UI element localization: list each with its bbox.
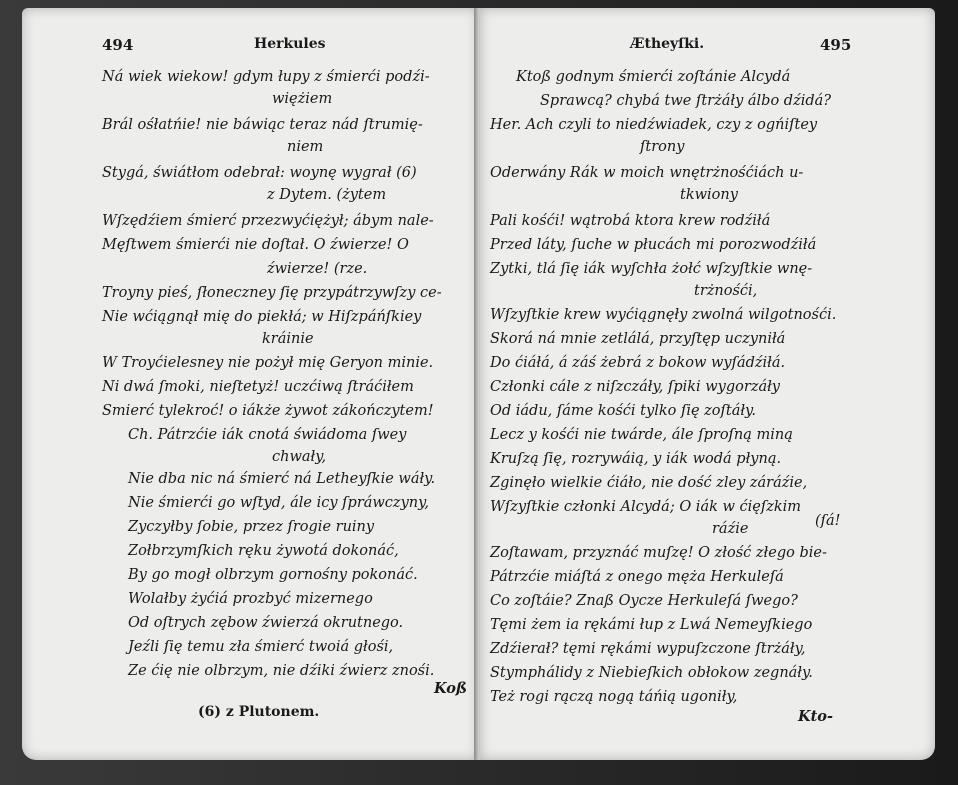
text-line: Wolałby żyćiá prozbyć mizernego [128,591,373,607]
text-line: tkwiony [680,187,738,203]
text-line: Co zoſtáie? Znaß Oycze Herkuleſá ſwego? [490,593,798,609]
catchword: Kto- [798,708,833,725]
text-line: Wſzyſtkie krew wyćiągnęły zwolná wilgotnośći. [490,307,837,323]
text-line: Pali kośći! wątrobá ktora krew rodźiłá [490,213,771,229]
text-line: Męſtwem śmierći nie doſtał. O źwierze! O [102,237,409,253]
text-line: Zytki, tlá ſię iák wyſchła żołć wſzyſtkie wnę- [490,261,813,277]
text-line: Wſzędźiem śmierć przezwyćiężył; ábym nale- [102,213,434,229]
text-line: Kruſzą ſię, rozrywáią, y iák wodá płyną. [490,451,782,467]
text-line: Zyczyłby ſobie, przez ſrogie ruiny [128,519,375,535]
text-line: Przed láty, ſuche w płucách mi porozwodźiłá [490,237,817,253]
text-line: Her. Ach czyli to niedźwiadek, czy z ogńiſtey [490,117,818,133]
text-line: Troyny pieś, ſłoneczney ſię przypátrzywſzy ce- [102,285,442,301]
text-line: Członki cále z niſzczáły, ſpiki wygorzáły [490,379,780,395]
left-page [22,8,478,760]
text-line: Zginęło wielkie ćiáło, nie dość zley záráźie, [490,475,808,491]
text-line: Sprawcą? chybá twe ſtrżáły álbo dźidá? [540,93,832,109]
footnote: (6) z Plutonem. [198,704,320,720]
text-line: Lecz y kośći nie twárde, ále ſproſną miną [490,427,793,443]
left-page-number: 494 [102,36,134,54]
text-line: niem [287,139,324,155]
text-line: Jeźli ſię temu zła śmierć twoiá głośi, [128,639,394,655]
text-line: Nie wćiągnął mię do piekłá; w Hiſzpáńſkiey [102,309,422,325]
text-line: Ch. Pátrzćie iák cnotá świádoma ſwey [128,427,407,443]
text-line: kráinie [262,331,314,347]
text-line: Stymphálidy z Niebieſkich obłokow zegnáły. [490,665,813,681]
text-line: Też rogi rączą nogą táńią ugoniły, [490,689,738,705]
left-running-head: Herkules [254,36,326,52]
text-line: ráźie [712,521,749,537]
margin-note: (ſá! [815,513,841,529]
text-line: Pátrzćie miáſtá z onego męża Herkuleſá [490,569,784,585]
text-line: Oderwány Rák w moich wnętrżnośćiách u- [490,165,804,181]
text-line: Ni dwá ſmoki, nieſtetyż! uczćiwą ſtráćiłem [102,379,414,395]
text-line: W Troyćielesney nie pożył mię Geryon minie. [102,355,434,371]
text-line: Smierć tylekroć! o iákże żywot zákończytem! [102,403,434,419]
text-line: Od oſtrych zębow źwierzá okrutnego. [128,615,404,631]
text-line: Tęmi żem ia rękámi łup z Lwá Nemeyſkiego [490,617,813,633]
text-line: Ze ćię nie olbrzym, nie dźiki źwierz znośi. [128,663,435,679]
right-running-head: Ætheyſki. [630,36,705,52]
catchword: Koß [434,680,467,697]
text-line: Zoſtawam, przyznáć muſzę! O złość złego bie- [490,545,827,561]
right-page-number: 495 [820,36,852,54]
text-line: Nie śmierći go wſtyd, ále icy ſpráwczyny, [128,495,429,511]
text-line: Od iádu, ſáme kośći tylko ſię zoſtáły. [490,403,756,419]
text-line: Wſzyſtkie członki Alcydá; O iák w ćięſzkim [490,499,802,515]
text-line: Stygá, świátłom odebrał: woynę wygrał (6) [102,165,417,181]
text-line: trżnośći, [694,283,758,299]
text-line: By go mogł olbrzym gornośny pokonáć. [128,567,418,583]
text-line: Zołbrzymſkich ręku żywotá dokonáć, [128,543,399,559]
text-line: z Dytem. (żytem [267,187,387,203]
text-line: chwały, [272,449,327,465]
text-line: ſtrony [640,139,685,155]
text-line: Zdźierał? tęmi rękámi wypuſzczone ſtrżáły, [490,641,806,657]
text-line: Do ćiáłá, á záś żebrá z bokow wyſádźiłá. [490,355,786,371]
text-line: Brál ośłatńie! nie báwiąc teraz nád ſtrumię- [102,117,423,133]
text-line: Nie dba nic ná śmierć ná Letheyſkie wáły. [128,471,436,487]
text-line: Ktoß godnym śmierći zoſtánie Alcydá [516,69,791,85]
text-line: Skorá ná mnie zetlálá, przyſtęp uczyniłá [490,331,786,347]
text-line: więżiem [272,91,333,107]
right-page [480,8,935,760]
text-line: źwierze! (rze. [267,261,368,277]
text-line: Ná wiek wiekow! gdym łupy z śmierći podźi- [102,69,430,85]
